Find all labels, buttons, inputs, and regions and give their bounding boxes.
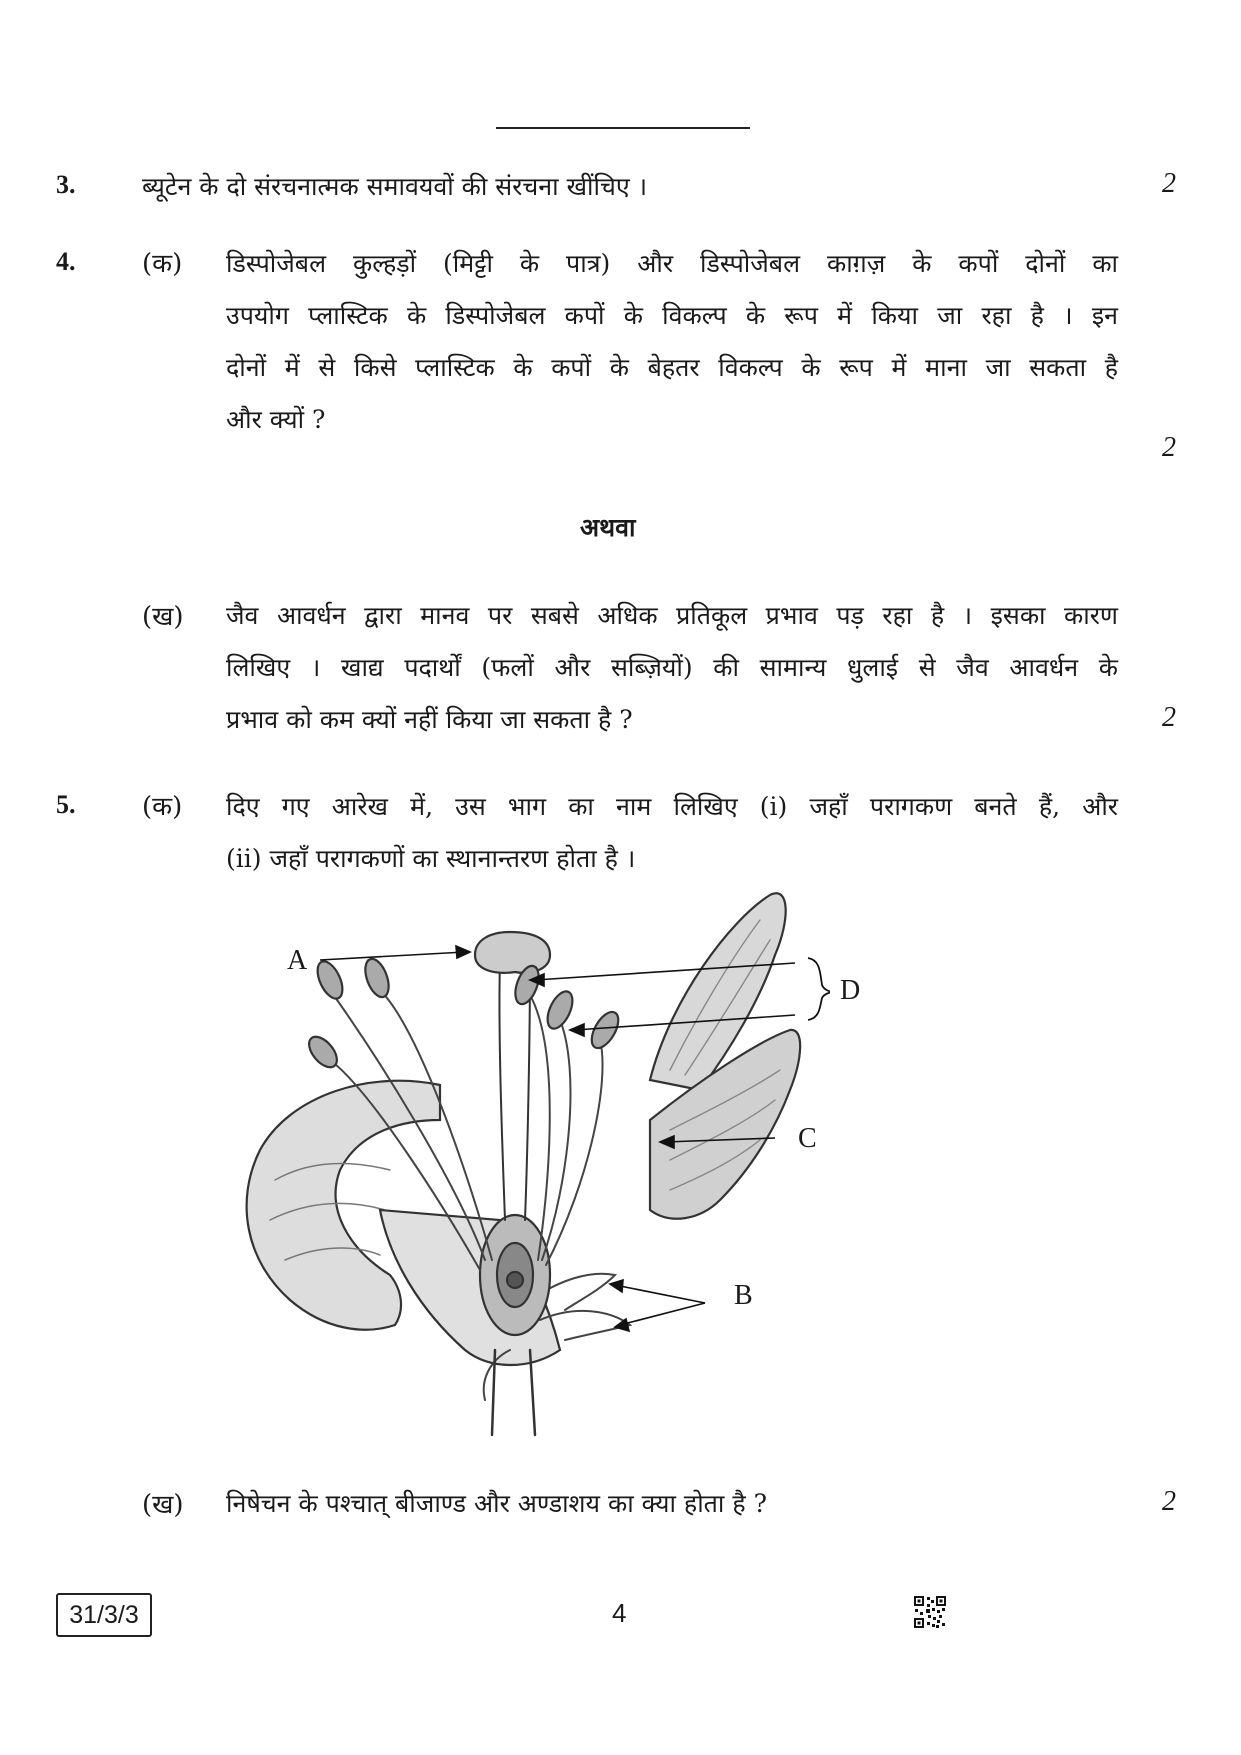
question-4b-marks: 2 [1162,702,1176,733]
question-5b-text: निषेचन के पश्चात् बीजाण्ड और अण्डाशय का क्या होता है ? [226,1489,767,1518]
diagram-label-d: D [840,975,861,1006]
question-5a-line-2: (ii) जहाँ परागकणों का स्थानान्तरण होता है । [226,844,636,873]
diagram-label-c: C [798,1123,817,1154]
question-4a-marks: 2 [1162,432,1176,463]
diagram-label-a: A [287,945,308,976]
left-petal [247,1081,440,1330]
stigma [475,932,550,973]
stamen-right-3 [546,1040,603,1265]
question-5-number: 5. [56,790,76,819]
question-4a-line-3: दोनों में से किसे प्लास्टिक के कपों के बेहतर विकल्प के रूप में माना जा सकता है [226,353,1118,382]
or-separator: अथवा [580,513,636,542]
question-5a-line-1: दिए गए आरेख में, उस भाग का नाम लिखिए (i) जहाँ परागकण बनते हैं, और [226,792,1118,821]
top-divider [496,127,750,129]
stamen-right-1 [530,995,550,1260]
page-number: 4 [612,1598,627,1628]
question-4a-line-4: और क्यों ? [226,405,326,434]
paper-code: 31/3/3 [69,1600,139,1629]
question-4a-line-1: डिस्पोजेबल कुल्हड़ों (मिट्टी के पात्र) और डिस्पोजेबल काग़ज़ के कपों दोनों का [226,249,1118,278]
question-4b-line-3: प्रभाव को कम क्यों नहीं किया जा सकता है ? [226,705,633,734]
qr-code-icon [913,1595,947,1629]
pointer-b-1 [615,1285,705,1303]
question-3-number: 3. [56,170,76,199]
pointer-a [320,952,465,960]
flower-diagram [230,880,830,1440]
question-3-marks: 2 [1162,168,1176,199]
question-4b-line-1: जैव आवर्धन द्वारा मानव पर सबसे अधिक प्रतिकूल प्रभाव पड़ रहा है । इसका कारण [226,601,1118,630]
brace-d [808,958,830,992]
question-3-text: ब्यूटेन के दो संरचनात्मक समावयवों की संरचना खींचिए । [142,172,648,201]
question-4b-label: (ख) [142,602,184,632]
question-4-number: 4. [56,247,76,276]
question-4b-line-2: लिखिए । खाद्य पदार्थों (फलों और सब्ज़ियों) की सामान्य धुलाई से जैव आवर्धन के [226,653,1118,682]
diagram-label-b: B [734,1280,753,1311]
question-4a-line-2: उपयोग प्लास्टिक के डिस्पोजेबल कपों के विकल्प के रूप में किया जा रहा है । इन [226,301,1118,330]
pointer-b-2 [620,1303,705,1325]
question-4a-label: (क) [142,249,183,279]
question-5a-label: (क) [142,792,183,822]
question-5b-label: (ख) [142,1490,184,1520]
question-5b-marks: 2 [1162,1486,1176,1517]
paper-code-box [56,1593,152,1637]
